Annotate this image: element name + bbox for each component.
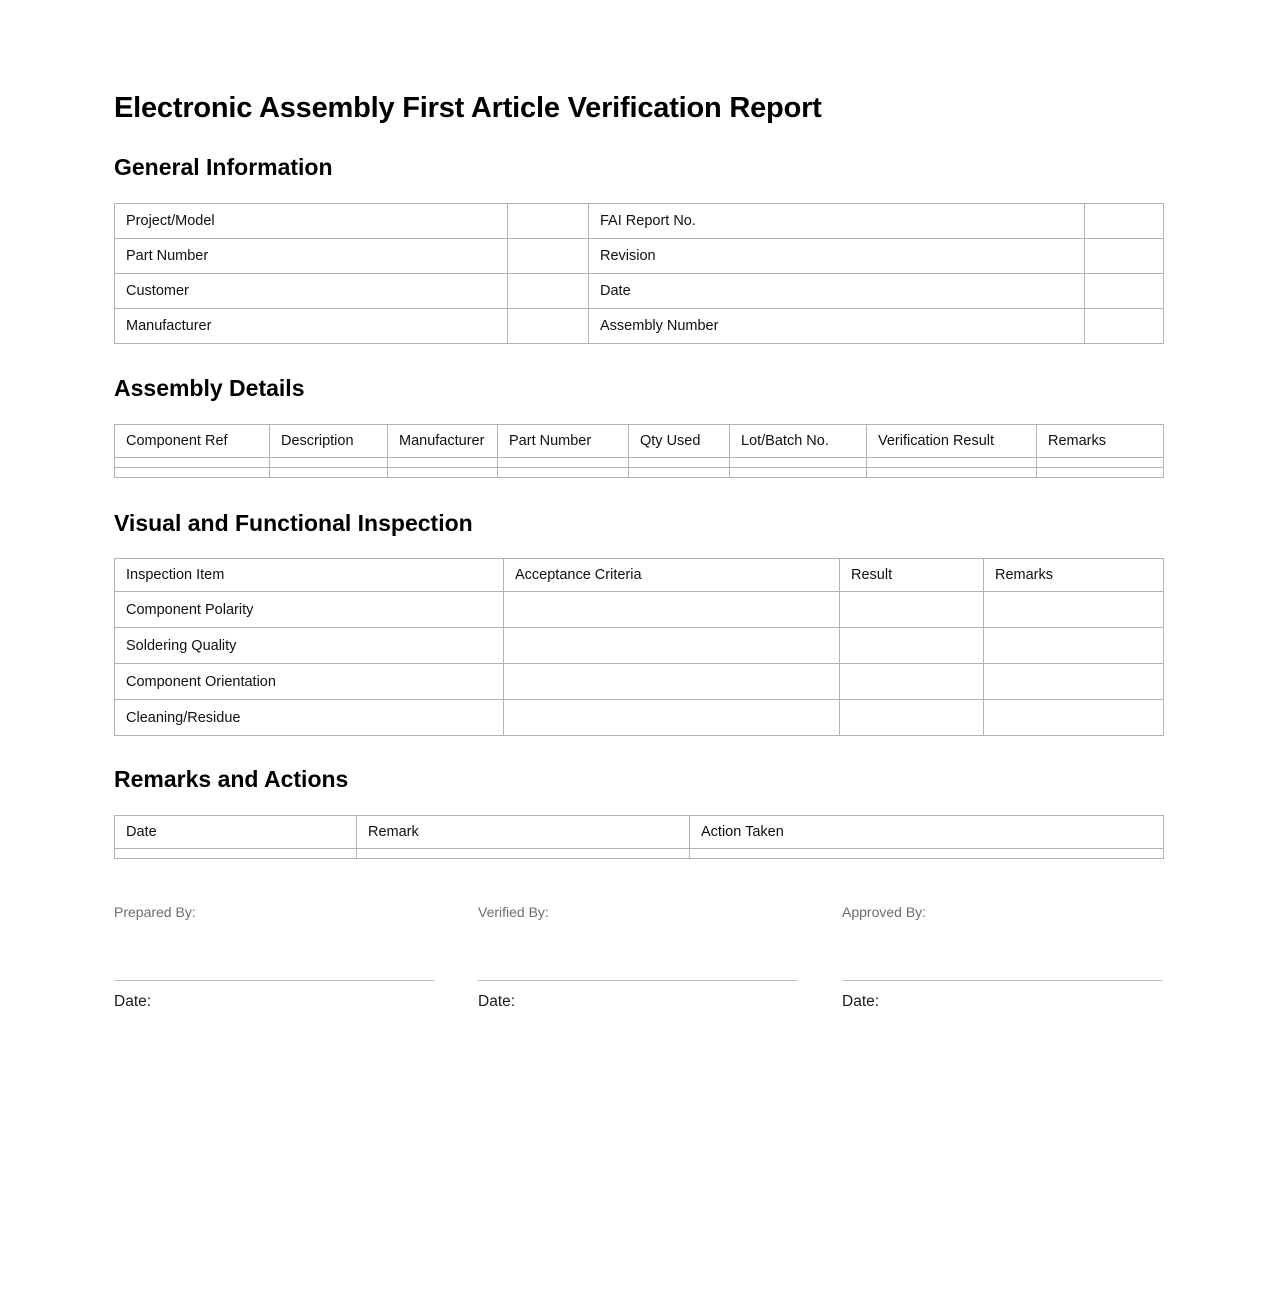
cell-remarks[interactable]	[984, 628, 1164, 664]
signature-block-verified-by	[478, 904, 798, 1011]
assembly-details-table-wrapper	[114, 403, 1164, 478]
cell-part-number[interactable]	[498, 467, 629, 477]
field-value-project-model[interactable]	[508, 203, 589, 238]
cell-remarks[interactable]	[984, 592, 1164, 628]
table-row	[115, 273, 1164, 308]
general-information-table-wrapper	[114, 182, 1164, 344]
field-value-customer[interactable]	[508, 273, 589, 308]
column-header-description: Description	[270, 424, 388, 457]
cell-inspection-item: Component Polarity	[115, 592, 504, 628]
column-header-result: Result	[840, 559, 984, 592]
cell-description[interactable]	[270, 457, 388, 467]
field-label-part-number: Part Number	[115, 238, 508, 273]
signature-role-label: Verified By:	[478, 903, 549, 920]
section-heading-remarks-and-actions: Remarks and Actions	[114, 766, 349, 793]
column-header-inspection-item: Inspection Item	[115, 559, 504, 592]
table-row	[115, 457, 1164, 467]
field-value-manufacturer[interactable]	[508, 308, 589, 343]
section-heading-general-information: General Information	[114, 154, 333, 181]
cell-verification-result[interactable]	[867, 467, 1037, 477]
column-header-remarks: Remarks	[1037, 424, 1164, 457]
column-header-remarks: Remarks	[984, 559, 1164, 592]
remarks-actions-table-wrapper	[114, 794, 1164, 859]
cell-acceptance-criteria[interactable]	[504, 628, 840, 664]
field-value-part-number[interactable]	[508, 238, 589, 273]
signature-block-approved-by	[842, 904, 1162, 1011]
table-row	[115, 308, 1164, 343]
cell-inspection-item: Cleaning/Residue	[115, 700, 504, 736]
column-header-lot-batch-no: Lot/Batch No.	[730, 424, 867, 457]
field-label-fai-report-no: FAI Report No.	[589, 203, 1085, 238]
signature-role-label: Prepared By:	[114, 903, 196, 920]
table-header-row	[115, 424, 1164, 457]
field-value-fai-report-no[interactable]	[1085, 203, 1164, 238]
field-value-revision[interactable]	[1085, 238, 1164, 273]
cell-qty-used[interactable]	[629, 457, 730, 467]
table-row	[115, 628, 1164, 664]
section-heading-assembly-details: Assembly Details	[114, 374, 305, 401]
cell-inspection-item: Soldering Quality	[115, 628, 504, 664]
signature-date-label: Date:	[842, 992, 880, 1010]
assembly-details-table	[114, 424, 1164, 478]
signature-section	[114, 859, 1163, 1011]
page-title: Electronic Assembly First Article Verification Report	[114, 92, 822, 124]
cell-component-ref[interactable]	[115, 467, 270, 477]
column-header-component-ref: Component Ref	[115, 424, 270, 457]
table-row	[115, 848, 1164, 858]
cell-remarks[interactable]	[984, 700, 1164, 736]
cell-acceptance-criteria[interactable]	[504, 592, 840, 628]
table-row	[115, 238, 1164, 273]
column-header-remark: Remark	[357, 815, 690, 848]
cell-manufacturer[interactable]	[388, 457, 498, 467]
signature-block-prepared-by	[114, 904, 434, 1011]
cell-remarks[interactable]	[984, 664, 1164, 700]
cell-component-ref[interactable]	[115, 457, 270, 467]
cell-result[interactable]	[840, 628, 984, 664]
signature-date-label: Date:	[478, 992, 516, 1010]
remarks-actions-table	[114, 815, 1164, 859]
signature-role-label: Approved By:	[842, 903, 927, 920]
signature-date-label: Date:	[114, 992, 152, 1010]
cell-acceptance-criteria[interactable]	[504, 664, 840, 700]
field-label-manufacturer: Manufacturer	[115, 308, 508, 343]
cell-lot-batch-no[interactable]	[730, 457, 867, 467]
cell-manufacturer[interactable]	[388, 467, 498, 477]
cell-qty-used[interactable]	[629, 467, 730, 477]
cell-result[interactable]	[840, 700, 984, 736]
cell-part-number[interactable]	[498, 457, 629, 467]
table-row	[115, 592, 1164, 628]
cell-remarks[interactable]	[1037, 457, 1164, 467]
visual-inspection-table-wrapper	[114, 537, 1164, 736]
table-header-row	[115, 559, 1164, 592]
section-heading-visual-and-functional-inspection: Visual and Functional Inspection	[114, 509, 473, 536]
visual-inspection-table	[114, 558, 1164, 736]
cell-result[interactable]	[840, 664, 984, 700]
table-row	[115, 700, 1164, 736]
table-header-row	[115, 815, 1164, 848]
cell-acceptance-criteria[interactable]	[504, 700, 840, 736]
cell-verification-result[interactable]	[867, 457, 1037, 467]
column-header-acceptance-criteria: Acceptance Criteria	[504, 559, 840, 592]
field-label-assembly-number: Assembly Number	[589, 308, 1085, 343]
field-label-project-model: Project/Model	[115, 203, 508, 238]
field-label-date: Date	[589, 273, 1085, 308]
column-header-manufacturer: Manufacturer	[388, 424, 498, 457]
table-row	[115, 467, 1164, 477]
general-information-table	[114, 203, 1164, 344]
field-value-assembly-number[interactable]	[1085, 308, 1164, 343]
cell-description[interactable]	[270, 467, 388, 477]
cell-inspection-item: Component Orientation	[115, 664, 504, 700]
field-value-date[interactable]	[1085, 273, 1164, 308]
table-row	[115, 664, 1164, 700]
cell-remarks[interactable]	[1037, 467, 1164, 477]
table-row	[115, 203, 1164, 238]
field-label-customer: Customer	[115, 273, 508, 308]
field-label-revision: Revision	[589, 238, 1085, 273]
cell-lot-batch-no[interactable]	[730, 467, 867, 477]
column-header-action-taken: Action Taken	[690, 815, 1164, 848]
column-header-date: Date	[115, 815, 357, 848]
cell-result[interactable]	[840, 592, 984, 628]
cell-date[interactable]	[115, 848, 357, 858]
column-header-part-number: Part Number	[498, 424, 629, 457]
column-header-verification-result: Verification Result	[867, 424, 1037, 457]
column-header-qty-used: Qty Used	[629, 424, 730, 457]
cell-remark[interactable]	[357, 848, 690, 858]
cell-action-taken[interactable]	[690, 848, 1164, 858]
